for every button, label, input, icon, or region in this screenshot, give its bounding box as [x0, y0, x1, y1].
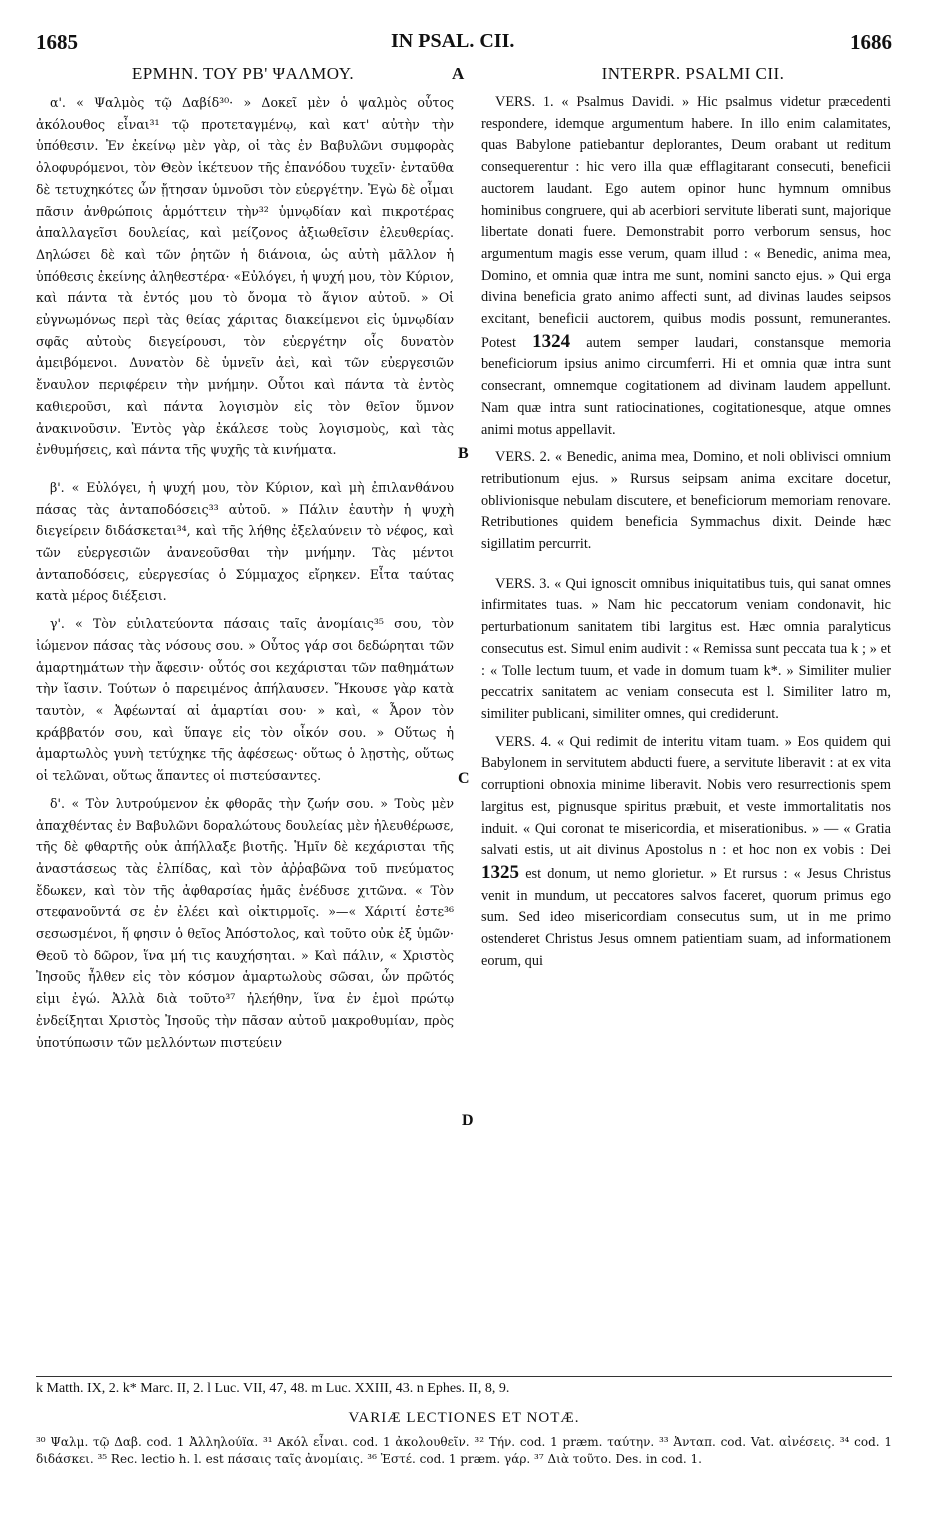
latin-column	[481, 92, 891, 978]
latin-paragraph-1-text: VERS. 1. « Psalmus Davidi. » Hic psalmus videtur præcedenti respondere, idemque argumentum habere. In illo enim calamitates, quas Babylone patiebantur deplorantes, Deum orabant ut reditum consequerentur : hic vero illa quæ efflagitarant consecuti, beneficii auctorem laudant. Ego autem opinor hunc hymnum omnibus hominibus congruere, qui ab acerbiori servitute liberati sunt, majorique libertate donati fuere. Demonstrabit porro verborum sensus, hoc argumentum magis esse verum, quam illud : « Benedic, anima mea, Domino, et omnia quæ intra me sunt, nomini sancto ejus. » Qui erga divina beneficia grato animo affecti sunt, ad divinas laudes seipsos excitant, beneficii auctorem, quibus modis possunt, remunerantes. Potest	[481, 94, 891, 351]
greek-paragraph-2: β'. « Εὐλόγει, ἡ ψυχή μου, τὸν Κύριον, καὶ μὴ ἐπιλανθάνου πάσας τὰς ἀνταποδόσεις³³ αὐτοῦ. » Πάλιν ἑαυτὴν ἡ ψυχὴ διεγείρειν διδάσκεται³⁴, καὶ τῆς λήθης ἐξελαύνειν τὸ νέφος, καὶ τῶν εὐεργεσιῶν ἀνανεοῦσθαι τὴν μνήμην. Τὰς μέντοι ἀνταποδόσεις, εὐεργεσίας ὁ Σύμμαχος εἴρηκεν. Εἶτα ταύτας κατὰ μέρος διέξεισι.	[36, 479, 454, 604]
greek-paragraph-3: γ'. « Τὸν εὐιλατεύοντα πάσαις ταῖς ἀνομίαις³⁵ σου, τὸν ἰώμενον πάσας τὰς νόσους σου. » Οὗτος γάρ σοι δεδώρηται τῶν ἁμαρτημάτων τὴν ἄφεσιν· οὗτός σοι κεχάρισται τῶν παθημάτων τὴν ἴασιν. Τούτων ὁ παρειμένος ἀπήλαυσεν. Ἤκουσε γὰρ κατὰ ταυτὸν, « Ἀφέωνταί αἱ ἁμαρτίαι σου· » καὶ, « Ἆρον τὸν κράββατόν σου, καὶ ὕπαγε εἰς τὸν οἶκόν σου. » Οὕτως ἡ ἁμαρτωλὸς γυνὴ τετύχηκε τῆς ἀφέσεως· οὕτως ὁ λῃστὴς, οὕτως οἱ τελῶναι, οὕτως ἅπαντες οἱ πιστεύσαντες.	[36, 616, 454, 784]
latin-paragraph-1-cont: autem semper laudari, constansque memoria beneficiorum ipsius animo circumferri. Hi et omnia quæ intra sunt consecrant, omnemque cogitationem ad divinam laudem appellunt. Nam quæ intra sunt ratiocinationes, cogitationesque, atque omnes animi motus appellavit.	[481, 334, 891, 438]
latin-paragraph-1	[481, 92, 891, 441]
section-marker-c: C	[458, 770, 470, 787]
scripture-footnotes: k Matth. IX, 2. k* Marc. II, 2. l Luc. VII, 47, 48. m Luc. XXIII, 43. n Ephes. II, 8, 9.	[36, 1376, 892, 1397]
section-marker-b: B	[458, 445, 469, 462]
latin-column-title: INTERPR. PSALMI CII.	[601, 64, 785, 83]
greek-paragraph-4: δ'. « Τὸν λυτρούμενον ἐκ φθορᾶς τὴν ζωήν σου. » Τοὺς μὲν ἀπαχθέντας ἐν Βαβυλῶνι δοραλώτους δουλείας μὲν ἠλευθέρωσε, τῆς δὲ φθαρτῆς οὐκ ἀπήλλαξε βιοτῆς. Ἡμῖν δὲ κεχάρισται τῆς ἀναστάσεως τὰς ἐλπίδας, καὶ τὸν ἀῤῥαβῶνα τοῦ πνεύματος ἔδωκεν, καὶ τὸν τῆς ἀφθαρσίας ἡμᾶς ἐνέδυσε χιτῶνα. « Τὸν στεφανοῦντά σε ἐν ἐλέει καὶ οἰκτιρμοῖς. »—« Χάριτί ἐστε³⁶ σεσωσμένοι, ἥ φησιν ὁ θεῖος Ἀπόστολος, καὶ τοῦτο οὐκ ἐξ ὑμῶν· Θεοῦ τὸ δῶρον, ἵνα μή τις καυχήσηται. » Καὶ πάλιν, « Χριστὸς Ἰησοῦς ἦλθεν εἰς τὸν κόσμον ἁμαρτωλοὺς σῶσαι, ὧν πρῶτός εἰμι ἐγώ. Ἀλλὰ διὰ τοῦτο³⁷ ἠλεήθην, ἵνα ἐν ἐμοὶ πρώτῳ ἐνδείξηται Χριστὸς Ἰησοῦς τὴν πᾶσαν αὐτοῦ μακροθυμίαν, πρὸς ὑποτύπωσιν τῶν μελλόντων πιστεύειν	[36, 795, 454, 1050]
page-number-left: 1685	[36, 30, 78, 54]
greek-column-title: ΕΡΜΗΝ. ΤΟΥ ΡΒ' ΨΑΛΜΟΥ.	[131, 64, 355, 83]
variae-lectiones-notes: ³⁰ Ψαλμ. τῷ Δαβ. cod. 1 Ἀλληλούïα. ³¹ Ακόλ εἶναι. cod. 1 ἀκολουθεῖν. ³² Τήν. cod. 1 præm. ταύτην. ³³ Ἀνταπ. cod. Vat. αἰνέσεις. ³⁴ cod. 1 διδάσκει. ³⁵ Rec. lectio h. l. est πάσαις ταῖς ἀνομίαις. ³⁶ Ἐστέ. cod. 1 præm. γάρ. ³⁷ Διὰ τοῦτο. Des. in cod. 1.	[36, 1435, 892, 1466]
latin-paragraph-2: VERS. 2. « Benedic, anima mea, Domino, et noli oblivisci omnium retributionum ejus. » Rursus seipsam anima excitare docetur, oblivionisque nebulam discutere, et beneficiorum memoriam renovare. Retributiones quidem beneficia Symmachus dixit. Deinde hæc sigillatim percurrit.	[481, 449, 891, 553]
running-title: IN PSAL. CII.	[391, 30, 515, 52]
latin-paragraph-4-text: VERS. 4. « Qui redimit de interitu vitam tuam. » Eos quidem qui Babylonem in servitutem abducti fuere, a servitute liberavit : at ex vita corruptioni obnoxia minime liberavit. Nobis vero resurrectionis spem largitus est, pignusque spiritus præbuit, et veste immortalitatis nos induit. « Qui coronat te misericordia, et miserationibus. » — « Gratia salvati estis, ut ait divinus Apostolus n : et hoc non ex vobis : Dei	[481, 733, 891, 859]
latin-paragraph-4	[481, 732, 891, 973]
column-number-1325: 1325	[481, 861, 519, 883]
running-head	[36, 30, 892, 60]
greek-column	[36, 92, 454, 1059]
latin-paragraph-4-cont: est donum, ut nemo glorietur. » Et rursus : « Jesus Christus venit in mundum, ut peccatores salvos faceret, quorum primus ego sum. Sed ideo misericordiam consecutus sum, ut in me primo ostenderet Christus Jesus omnem patientiam suam, ad informationem eorum, qui	[481, 865, 891, 969]
greek-paragraph-1: α'. « Ψαλμὸς τῷ Δαβίδ³⁰· » Δοκεῖ μὲν ὁ ψαλμὸς οὗτος ἀκόλουθος εἶναι³¹ τῷ προτεταγμένῳ, καὶ κατ' αὐτὴν τὴν ὑπόθεσιν. Ἐν ἐκείνῳ μὲν γὰρ, οἱ τὰς ἐν Βαβυλῶνι συμφορὰς ὀλοφυρόμενοι, τὸν Θεὸν ἱκέτευον τῆς ἐπανόδου τυχεῖν· ἐνταῦθα δὲ τετυχηκότες ὧν ᾔτησαν ὑμνοῦσι τὸν εὐεργέτην. Ἐγὼ δὲ οἶμαι πᾶσιν ἀνθρώποις ἁρμόττειν τὴν³² ὑμνῳδίαν καὶ πικροτέρας ἀπαλλαγεῖσι δουλείας, καὶ μείζονος ἀξιωθεῖσιν ἐλευθερίας. Δηλώσει δὲ καὶ τῶν ῥητῶν ἡ διάνοια, ὡς αὐτὴ μᾶλλον ἡ ὑπόθεσις ἐκείνης ἀληθεστέρα· «Εὐλόγει, ἡ ψυχή μου, τὸν Κύριον, καὶ πάντα τὰ ἐντός μου τὸ ὄνομα τὸ ἅγιον αὐτοῦ. » Οἱ εὐγνωμόνως περὶ τὰς θείας χάριτας διακείμενοι εἰς ὑμνῳδίαν σφᾶς αὐτοὺς διεγείρουσι, τὸν εὐεργέτην οἷς δυνατὸν ἀμειβόμενοι. Δυνατὸν δὲ ὑμνεῖν ἀεὶ, καὶ τῶν εὐεργεσιῶν ἔναυλον περιφέρειν τὴν μνήμην. Οὗτοι καὶ πάντα τὰ ἐντὸς καθιεροῦσι, καὶ πάντα λογισμὸν εἰς τὸν θεῖον ὕμνον ἀνακινοῦσιν. Ἐντὸς γὰρ ἐκάλεσε τοὺς λογισμοὺς, καὶ τὰς ἐνθυμήσεις, καὶ πάντα τῆς ψυχῆς τὰ κινήματα.	[36, 95, 454, 458]
column-number-1324: 1324	[532, 330, 571, 352]
section-marker-a: A	[452, 64, 465, 83]
latin-paragraph-3: VERS. 3. « Qui ignoscit omnibus iniquitatibus tuis, qui sanat omnes infirmitates tuas. » Nam hic peccatorum veniam condonavit, hic perturbationum sanitatem tibi largitus est. Hæc omnia paralyticus consecutus est. Simul enim audivit : « Remissa sunt peccata tua k ; » et : « Tolle lectum tuum, et vade in domum tuam k*. » Similiter mulier peccatrix sanitatem ac veniam consecuta est l. Similiter latro m, similiter publicani, similiter omnes, qui crediderunt.	[481, 575, 891, 722]
section-marker-d: D	[462, 1112, 474, 1129]
variae-lectiones-heading: VARIÆ LECTIONES ET NOTÆ.	[348, 1410, 580, 1426]
page-number-right: 1686	[850, 30, 892, 54]
